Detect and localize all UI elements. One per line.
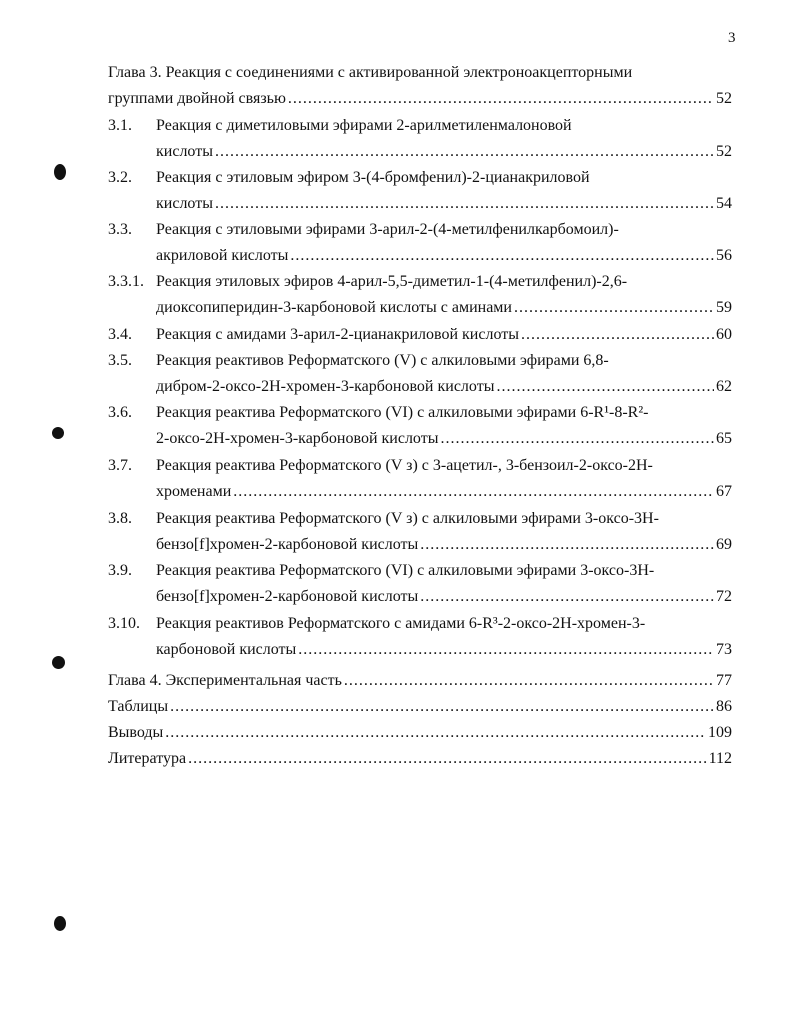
toc-line — [108, 558, 732, 584]
toc-line — [108, 506, 732, 532]
dot-leader — [290, 243, 714, 269]
toc-line — [108, 479, 732, 505]
entry-title: Реакция реактива Реформатского (V з) с алкиловыми эфирами 3-оксо-3Н- — [156, 510, 659, 527]
dot-leader — [288, 86, 714, 112]
entry-page: 65 — [716, 430, 732, 447]
toc-line — [108, 165, 732, 191]
section-number: 3.4. — [108, 326, 132, 343]
entry-page: 60 — [716, 326, 732, 343]
entry-title: Реакция реактива Реформатского (VI) с алкиловыми эфирами 6-R¹-8-R²- — [156, 404, 649, 421]
section-number: 3.9. — [108, 562, 132, 579]
dot-leader — [215, 191, 714, 217]
toc-line — [108, 243, 732, 269]
dot-leader — [514, 295, 714, 321]
entry-title: Глава 3. Реакция с соединениями с активированной электроноакцепторными — [108, 64, 633, 81]
toc-line — [108, 637, 732, 663]
dot-leader — [215, 139, 714, 165]
entry-title: Реакция с диметиловыми эфирами 2-арилметиленмалоновой — [156, 117, 572, 134]
toc-entry — [108, 558, 732, 610]
dot-leader — [420, 532, 714, 558]
dot-leader — [298, 637, 714, 663]
section-number: 3.5. — [108, 352, 132, 369]
entry-title: Реакция с этиловыми эфирами 3-арил-2-(4-метилфенилкарбомоил)- — [156, 221, 619, 238]
dot-leader — [521, 322, 714, 348]
entry-title: Реакция реактива Реформатского (VI) с алкиловыми эфирами 3-оксо-3Н- — [156, 562, 655, 579]
entry-title: Реакция реактива Реформатского (V з) с 3-ацетил-, 3-бензоил-2-оксо-2Н- — [156, 457, 653, 474]
entry-page: 59 — [716, 299, 732, 316]
entry-title: Реакция с амидами 3-арил-2-цианакриловой кислоты — [156, 326, 519, 343]
entry-page: 73 — [716, 641, 732, 658]
entry-page: 112 — [708, 750, 732, 767]
entry-title: Реакция с этиловым эфиром 3-(4-бромфенил)-2-цианакриловой — [156, 169, 590, 186]
section-number: 3.3.1. — [108, 273, 144, 290]
entry-page: 69 — [716, 536, 732, 553]
toc-line — [108, 584, 732, 610]
toc-line — [108, 611, 732, 637]
toc-line — [108, 694, 732, 720]
toc-entry — [108, 694, 732, 720]
toc-line — [108, 217, 732, 243]
entry-page: 54 — [716, 195, 732, 212]
toc-line — [108, 139, 732, 165]
entry-title: Глава 4. Экспериментальная часть — [108, 672, 342, 689]
dot-leader — [165, 720, 706, 746]
toc-entry — [108, 348, 732, 400]
toc-entry — [108, 60, 732, 112]
entry-page: 52 — [716, 143, 732, 160]
section-number: 3.8. — [108, 510, 132, 527]
entry-title: Реакция реактивов Реформатского (V) с алкиловыми эфирами 6,8- — [156, 352, 609, 369]
toc-line — [108, 348, 732, 374]
entry-page: 109 — [708, 724, 732, 741]
toc-line — [108, 322, 732, 348]
toc-entry — [108, 611, 732, 663]
section-number: 3.2. — [108, 169, 132, 186]
dot-leader — [420, 584, 714, 610]
dot-leader — [233, 479, 714, 505]
toc-entry — [108, 453, 732, 505]
entry-title: Реакция этиловых эфиров 4-арил-5,5-диметил-1-(4-метилфенил)-2,6- — [156, 273, 628, 290]
entry-title: 2-оксо-2Н-хромен-3-карбоновой кислоты — [156, 430, 439, 447]
scan-blot — [52, 427, 64, 439]
entry-page: 86 — [716, 698, 732, 715]
entry-title: Литература — [108, 750, 187, 767]
toc-line — [108, 453, 732, 479]
entry-page: 77 — [716, 672, 732, 689]
entry-title: диоксопиперидин-3-карбоновой кислоты с аминами — [156, 299, 512, 316]
entry-page: 72 — [716, 588, 732, 605]
entry-page: 67 — [716, 483, 732, 500]
section-number: 3.6. — [108, 404, 132, 421]
toc-line — [108, 113, 732, 139]
entry-title: карбоновой кислоты — [156, 641, 297, 658]
toc-line — [108, 269, 732, 295]
section-number: 3.3. — [108, 221, 132, 238]
toc-entry — [108, 506, 732, 558]
dot-leader — [344, 668, 714, 694]
toc-line — [108, 426, 732, 452]
toc-line — [108, 746, 732, 772]
entry-title: бензо[f]хромен-2-карбоновой кислоты — [156, 536, 419, 553]
entry-title: кислоты — [156, 143, 213, 160]
entry-title: бензо[f]хромен-2-карбоновой кислоты — [156, 588, 419, 605]
toc-entry — [108, 165, 732, 217]
toc-line — [108, 86, 732, 112]
entry-page: 52 — [716, 90, 732, 107]
toc-line — [108, 60, 732, 86]
dot-leader — [496, 374, 714, 400]
toc-line — [108, 191, 732, 217]
toc-line — [108, 374, 732, 400]
scan-blot — [52, 656, 65, 669]
toc-line — [108, 720, 732, 746]
toc-entry — [108, 113, 732, 165]
toc-line — [108, 532, 732, 558]
toc-line — [108, 295, 732, 321]
entry-title: кислоты — [156, 195, 213, 212]
entry-page: 62 — [716, 378, 732, 395]
section-number: 3.1. — [108, 117, 132, 134]
dot-leader — [170, 694, 714, 720]
entry-page: 56 — [716, 247, 732, 264]
toc-entry — [108, 217, 732, 269]
toc-entry — [108, 668, 732, 694]
toc-entry — [108, 720, 732, 746]
toc-line — [108, 400, 732, 426]
section-number: 3.10. — [108, 615, 140, 632]
toc-entry — [108, 322, 732, 348]
entry-title: Таблицы — [108, 698, 169, 715]
entry-title: группами двойной связью — [108, 90, 286, 107]
toc-entry — [108, 269, 732, 321]
dot-leader — [440, 426, 714, 452]
dot-leader — [188, 746, 707, 772]
entry-title: акриловой кислоты — [156, 247, 289, 264]
entry-title: Реакция реактивов Реформатского с амидами 6-R³-2-оксо-2Н-хромен-3- — [156, 615, 646, 632]
page-number: 3 — [728, 30, 736, 46]
entry-title: дибром-2-оксо-2Н-хромен-3-карбоновой кислоты — [156, 378, 495, 395]
section-number: 3.7. — [108, 457, 132, 474]
scan-blot — [54, 916, 66, 931]
entry-title: хроменами — [156, 483, 232, 500]
toc-entry — [108, 746, 732, 772]
toc-entry — [108, 400, 732, 452]
scan-blot — [54, 164, 66, 180]
entry-title: Выводы — [108, 724, 164, 741]
toc-line — [108, 668, 732, 694]
